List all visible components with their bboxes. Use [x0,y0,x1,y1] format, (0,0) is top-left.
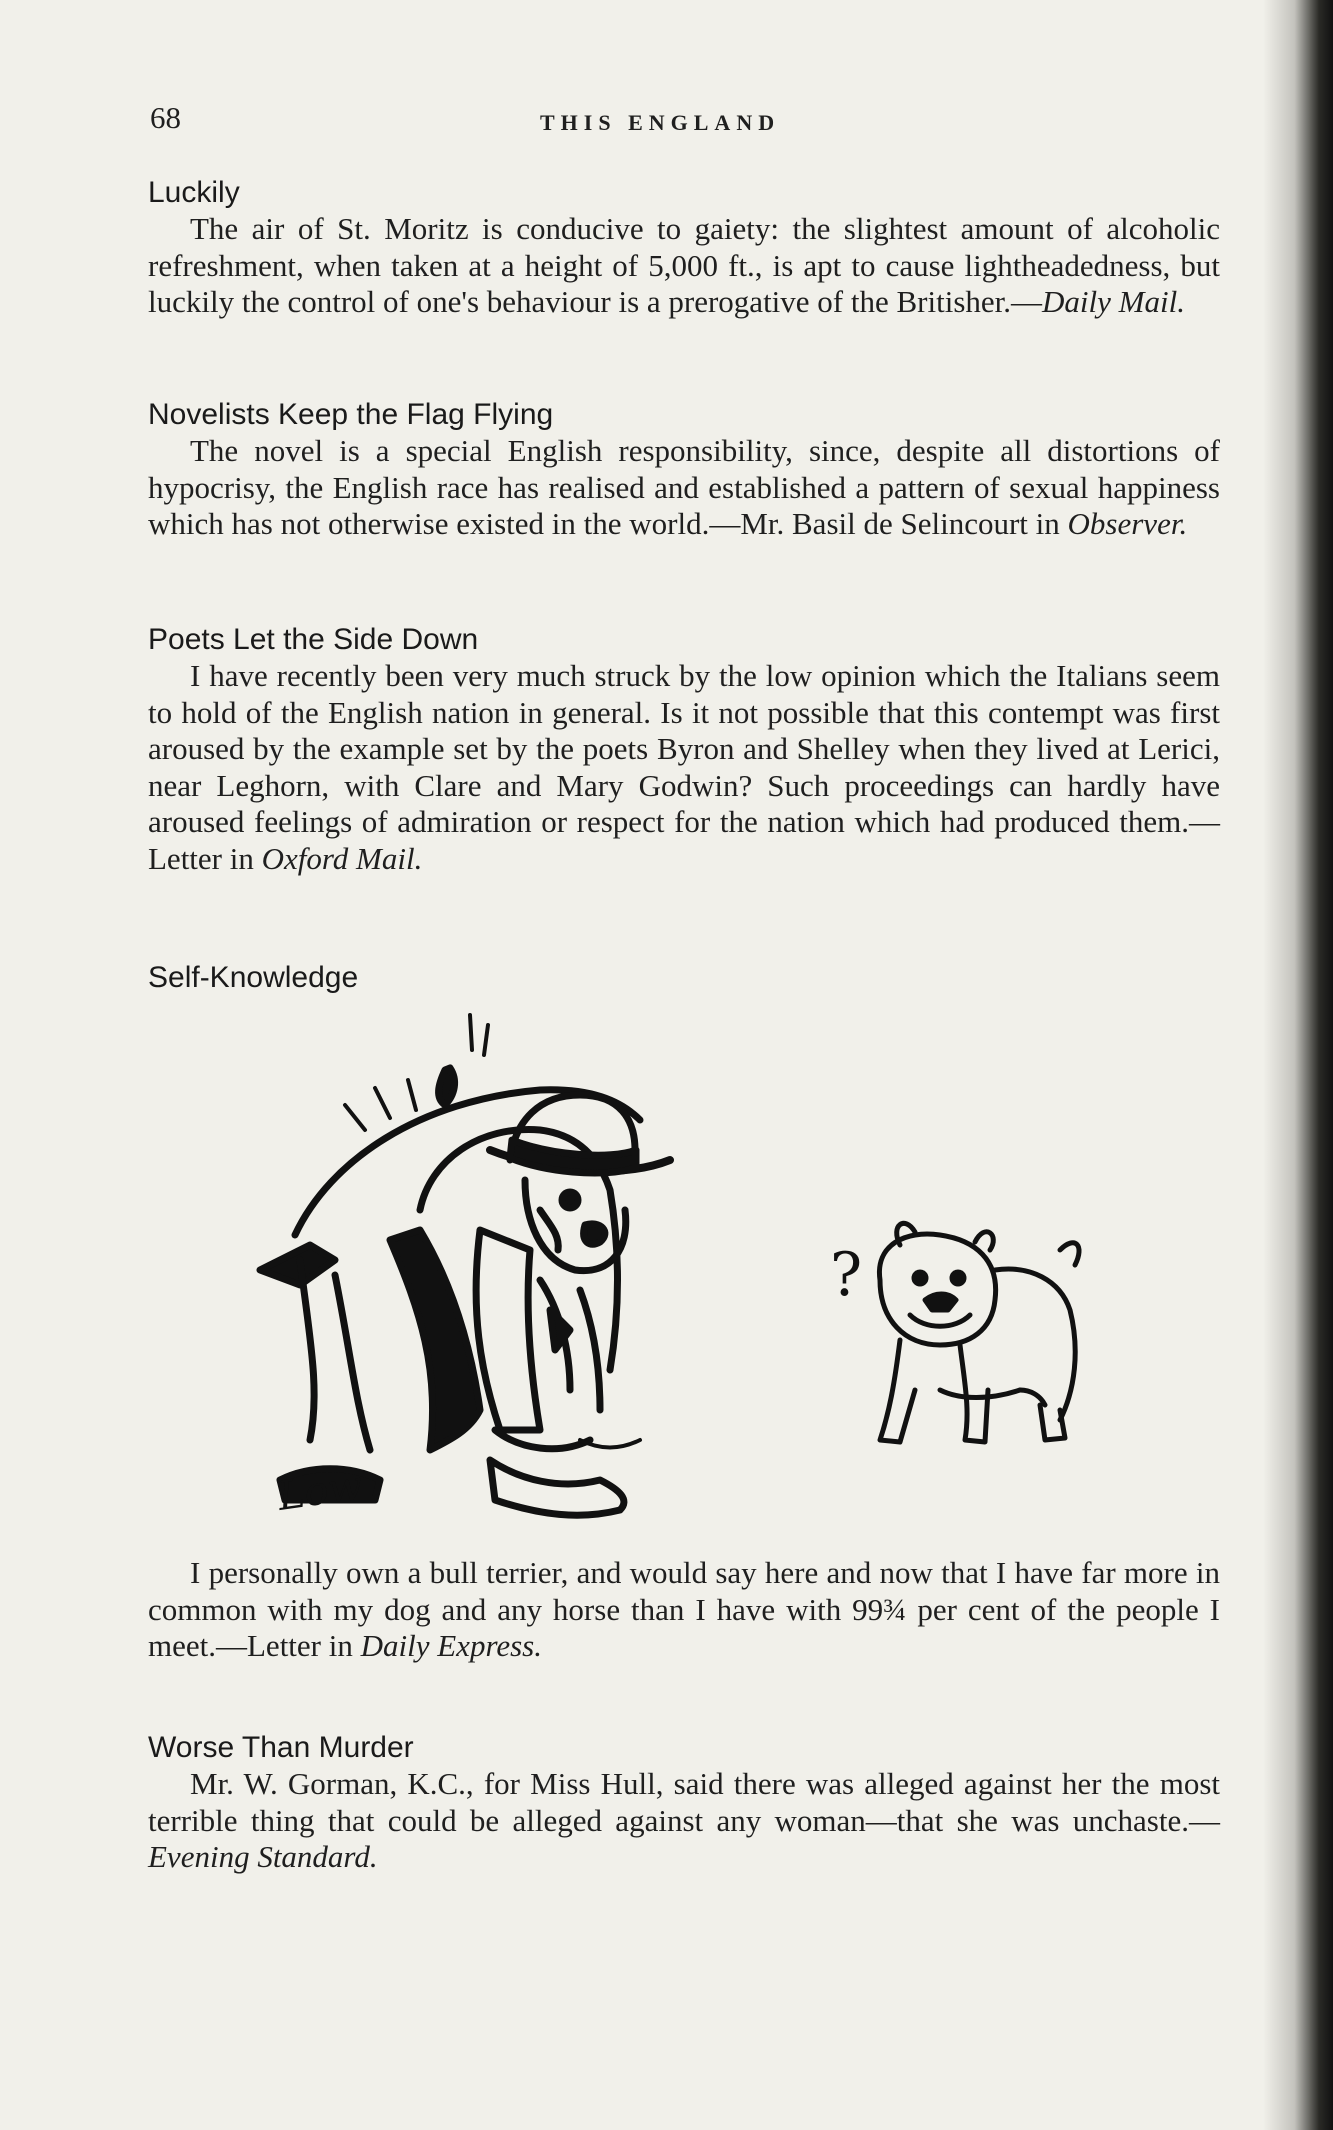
entry-body [148,433,1220,543]
entry-self-knowledge [148,1555,1220,1665]
cartoon-man-and-bulldog [240,1010,1120,1550]
entry-title: Novelists Keep the Flag Flying [148,398,554,431]
page-edge-shadow [1263,0,1333,2130]
entry-novelists [148,397,1220,543]
entry-poets [148,622,1220,877]
entry-source: Evening Standard. [148,1839,378,1874]
entry-source: Daily Express. [360,1628,542,1663]
entry-self-knowledge-title [148,960,1220,996]
entry-text: I have recently been very much struck by the low opinion which the Italians seem to hold of the English nation in general. Is it not possible that this contempt was first aroused by the example set by the poets Byron and Shelley when they lived at Lerici, near Leghorn, with Clare and Mary Godwin? Such proceedings can hardly have aroused feelings of admiration or respect for the nation which had produced them.—Letter in [148,658,1220,876]
entry-source: Oxford Mail. [261,840,423,876]
entry-body [148,658,1220,877]
entry-title: Poets Let the Side Down [148,623,479,656]
entry-text: The novel is a special English responsibility, since, despite all distortions of hypocrisy, the English race has realised and established a pattern of sexual happiness which has not otherwise existed in the world.—Mr. Basil de Selincourt in [148,433,1220,541]
running-title: THIS ENGLAND [540,110,781,135]
entry-text: Mr. W. Gorman, K.C., for Miss Hull, said there was alleged against her the most terrible thing that could be alleged against any woman—that she was unchaste.— [148,1766,1220,1838]
entry-text: The air of St. Moritz is conducive to gaiety: the slightest amount of alcoholic refreshment, when taken at a height of 5,000 ft., is apt to cause lightheadedness, but luckily the control of one's behaviour is a prerogative of the Britisher.— [148,211,1220,319]
entry-text: I personally own a bull terrier, and would say here and now that I have far more in common with my dog and any horse than I have with 99¾ per cent of the people I meet.—Letter in [148,1555,1220,1663]
entry-title: Worse Than Murder [148,1731,414,1764]
entry-source: Daily Mail. [1042,284,1185,319]
entry-worse-than-murder [148,1730,1220,1876]
entry-title: Self-Knowledge [148,961,359,994]
page-header [150,100,1230,140]
entry-body [148,211,1220,321]
entry-luckily [148,175,1220,321]
entry-body [148,1555,1220,1665]
artist-signature: Low [274,1462,366,1520]
page-number: 68 [150,100,181,135]
entry-title: Luckily [148,176,240,209]
question-mark: ? [830,1240,863,1310]
entry-body [148,1766,1220,1876]
entry-source: Observer. [1067,506,1188,541]
